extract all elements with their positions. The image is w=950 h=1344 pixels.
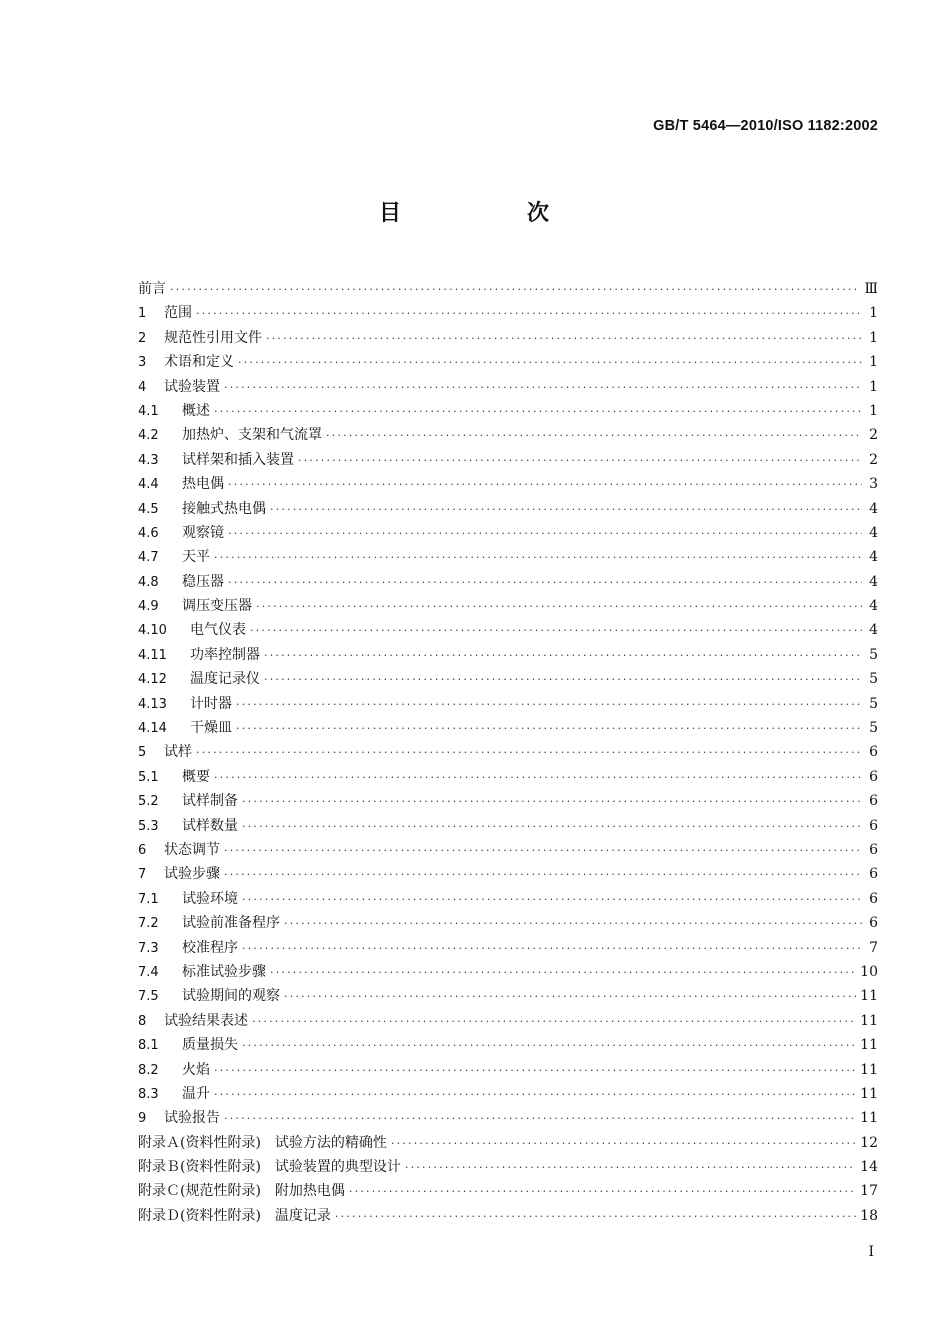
toc-entry-label: 稳压器 xyxy=(182,573,224,590)
toc-leader-dots xyxy=(196,302,862,326)
toc-entry-label: 附录Ａ(资料性附录) 试验方法的精确性 xyxy=(138,1134,387,1151)
toc-entry[interactable] xyxy=(138,1204,878,1228)
toc-entry-page: 11 xyxy=(860,988,878,1005)
toc-entry-page: 18 xyxy=(860,1207,878,1224)
toc-entry-page: 5 xyxy=(869,671,878,688)
toc-leader-dots xyxy=(224,376,862,400)
toc-entry[interactable] xyxy=(138,423,878,447)
toc-entry-number: 4.1 xyxy=(138,403,159,419)
toc-entry-number: 5.2 xyxy=(138,794,159,810)
toc-entry-page: 6 xyxy=(869,841,878,858)
toc-entry-page: 6 xyxy=(869,890,878,907)
toc-leader-dots xyxy=(214,766,862,790)
standard-code: GB/T 5464—2010/ISO 1182:2002 xyxy=(653,118,878,134)
toc-entry-page: 5 xyxy=(869,646,878,663)
toc-leader-dots xyxy=(405,1156,856,1180)
toc-entry[interactable] xyxy=(138,984,878,1008)
toc-entry-label: 试样制备 xyxy=(182,793,238,810)
toc-entry-label: 试样数量 xyxy=(182,817,238,834)
toc-leader-dots xyxy=(238,351,862,375)
toc-entry[interactable] xyxy=(138,911,878,935)
toc-entry[interactable] xyxy=(138,960,878,984)
toc-leader-dots xyxy=(170,278,860,302)
toc-leader-dots xyxy=(214,400,862,424)
toc-leader-dots xyxy=(242,888,862,912)
toc-entry-number: 3 xyxy=(138,355,147,371)
toc-leader-dots xyxy=(224,839,862,863)
toc-entry-page: 2 xyxy=(869,451,878,468)
toc-entry-number: 4 xyxy=(138,379,147,395)
toc-entry-label: 观察镜 xyxy=(182,524,224,541)
toc-entry[interactable] xyxy=(138,692,878,716)
toc-entry-page: 2 xyxy=(869,427,878,444)
toc-entry-label: 试验环境 xyxy=(182,890,238,907)
toc-entry-page: 6 xyxy=(869,768,878,785)
toc-entry-number: 5.3 xyxy=(138,818,159,834)
toc-entry-page: 1 xyxy=(869,402,878,419)
toc-entry-label: 调压变压器 xyxy=(182,598,252,615)
toc-entry[interactable] xyxy=(138,472,878,496)
toc-entry-number: 4.14 xyxy=(138,721,167,737)
toc-entry-page: 11 xyxy=(860,1061,878,1078)
toc-entry[interactable] xyxy=(138,1106,878,1130)
toc-entry[interactable] xyxy=(138,789,878,813)
toc-entry-label: 试验报告 xyxy=(164,1110,220,1127)
toc-leader-dots xyxy=(270,498,862,522)
toc-entry[interactable] xyxy=(138,1179,878,1203)
toc-entry-number: 4.8 xyxy=(138,574,159,590)
toc-entry-label: 温度记录仪 xyxy=(190,671,260,688)
toc-entry-label: 电气仪表 xyxy=(190,622,246,639)
toc-leader-dots xyxy=(214,546,862,570)
toc-entry-label: 天平 xyxy=(182,549,210,566)
toc-entry-label: 术语和定义 xyxy=(164,354,234,371)
toc-entry[interactable] xyxy=(138,350,878,374)
toc-entry-label: 试验期间的观察 xyxy=(182,988,280,1005)
toc-entry-number: 2 xyxy=(138,330,147,346)
toc-leader-dots xyxy=(298,449,862,473)
toc-entry-label: 计时器 xyxy=(190,695,232,712)
toc-entry[interactable] xyxy=(138,545,878,569)
toc-entry-page: 7 xyxy=(869,939,878,956)
toc-entry[interactable] xyxy=(138,936,878,960)
toc-entry[interactable] xyxy=(138,326,878,350)
toc-entry-label: 试样 xyxy=(164,744,192,761)
toc-leader-dots xyxy=(242,790,862,814)
toc-entry-label: 温升 xyxy=(182,1085,210,1102)
toc-leader-dots xyxy=(228,522,862,546)
toc-entry-label: 状态调节 xyxy=(164,841,220,858)
toc-entry[interactable] xyxy=(138,716,878,740)
toc-leader-dots xyxy=(326,424,862,448)
toc-entry-number: 1 xyxy=(138,306,147,322)
toc-leader-dots xyxy=(228,571,862,595)
toc-entry-page: 4 xyxy=(869,549,878,566)
toc-entry-page: 11 xyxy=(860,1085,878,1102)
toc-entry-label: 试验结果表述 xyxy=(164,1012,248,1029)
toc-entry[interactable] xyxy=(138,618,878,642)
toc-entry[interactable] xyxy=(138,497,878,521)
toc-leader-dots xyxy=(242,815,862,839)
toc-entry-number: 5.1 xyxy=(138,769,159,785)
toc-entry[interactable] xyxy=(138,1033,878,1057)
toc-entry[interactable] xyxy=(138,521,878,545)
toc-entry-number: 8.3 xyxy=(138,1086,159,1102)
toc-entry-number: 9 xyxy=(138,1111,147,1127)
toc-entry-label: 干燥皿 xyxy=(190,720,232,737)
toc-entry-label: 前言 xyxy=(138,281,166,297)
page-number: Ⅰ xyxy=(868,1244,874,1260)
toc-entry[interactable] xyxy=(138,862,878,886)
toc-entry-page: 1 xyxy=(869,354,878,371)
toc-entry-number: 4.12 xyxy=(138,672,167,688)
toc-entry-page: 6 xyxy=(869,744,878,761)
toc-leader-dots xyxy=(214,1059,856,1083)
toc-entry[interactable] xyxy=(138,667,878,691)
toc-entry-page: 6 xyxy=(869,866,878,883)
toc-entry-label: 校准程序 xyxy=(182,939,238,956)
toc-entry[interactable] xyxy=(138,375,878,399)
toc-entry-page: 11 xyxy=(860,1037,878,1054)
toc-leader-dots xyxy=(252,1010,856,1034)
toc-leader-dots xyxy=(391,1132,856,1156)
toc-entry-number: 8 xyxy=(138,1013,147,1029)
toc-leader-dots xyxy=(214,1083,856,1107)
toc-entry-number: 4.7 xyxy=(138,550,159,566)
toc-entry-page: 4 xyxy=(869,622,878,639)
toc-entry[interactable] xyxy=(138,1058,878,1082)
page-title: 目 次 xyxy=(378,200,601,226)
toc-entry-label: 试验前准备程序 xyxy=(182,915,280,932)
toc-entry-page: 12 xyxy=(860,1134,878,1151)
toc-leader-dots xyxy=(284,912,862,936)
toc-entry[interactable] xyxy=(138,740,878,764)
toc-leader-dots xyxy=(264,644,862,668)
toc-entry-number: 6 xyxy=(138,842,147,858)
toc-entry-page: 10 xyxy=(860,963,878,980)
toc-entry[interactable] xyxy=(138,1131,878,1155)
toc-entry[interactable] xyxy=(138,594,878,618)
toc-entry-label: 概述 xyxy=(182,402,210,419)
toc-entry-label: 附录Ｄ(资料性附录) 温度记录 xyxy=(138,1207,331,1224)
toc-entry-number: 4.13 xyxy=(138,696,167,712)
toc-entry-number: 7.5 xyxy=(138,989,159,1005)
toc-leader-dots xyxy=(284,985,856,1009)
toc-entry-label: 试验步骤 xyxy=(164,866,220,883)
toc-entry-label: 加热炉、支架和气流罩 xyxy=(182,427,322,444)
toc-entry[interactable] xyxy=(138,814,878,838)
toc-entry-page: 3 xyxy=(869,476,878,493)
toc-leader-dots xyxy=(266,327,862,351)
toc-leader-dots xyxy=(236,717,862,741)
toc-entry-number: 7.2 xyxy=(138,916,159,932)
toc-leader-dots xyxy=(349,1180,856,1204)
toc-entry-label: 范围 xyxy=(164,305,192,322)
toc-entry-number: 8.1 xyxy=(138,1038,159,1054)
toc-entry-label: 接触式热电偶 xyxy=(182,500,266,517)
toc-entry-page: 6 xyxy=(869,793,878,810)
toc-entry-page: 4 xyxy=(869,573,878,590)
toc-leader-dots xyxy=(335,1205,856,1229)
toc-entry-label: 规范性引用文件 xyxy=(164,329,262,346)
toc-entry-page: 11 xyxy=(860,1012,878,1029)
toc-entry-number: 4.11 xyxy=(138,647,167,663)
toc-entry-page: 6 xyxy=(869,915,878,932)
toc-entry-number: 8.2 xyxy=(138,1062,159,1078)
toc-entry-number: 4.10 xyxy=(138,623,167,639)
toc-leader-dots xyxy=(250,619,862,643)
toc-entry-label: 附录Ｃ(规范性附录) 附加热电偶 xyxy=(138,1183,345,1200)
toc-entry-number: 4.6 xyxy=(138,525,159,541)
toc-leader-dots xyxy=(264,668,862,692)
toc-entry[interactable] xyxy=(138,838,878,862)
toc-entry[interactable] xyxy=(138,1082,878,1106)
toc-entry[interactable] xyxy=(138,765,878,789)
toc-entry[interactable] xyxy=(138,277,878,301)
toc-entry-number: 4.9 xyxy=(138,599,159,615)
toc-entry-number: 7.3 xyxy=(138,940,159,956)
toc-entry-page: Ⅲ xyxy=(864,281,878,297)
toc-entry-label: 火焰 xyxy=(182,1061,210,1078)
toc-entry-number: 4.4 xyxy=(138,477,159,493)
toc-entry-label: 标准试验步骤 xyxy=(182,963,266,980)
toc-entry-number: 7.4 xyxy=(138,964,159,980)
toc-leader-dots xyxy=(270,961,856,985)
toc-leader-dots xyxy=(236,693,862,717)
toc-entry-page: 1 xyxy=(869,329,878,346)
table-of-contents xyxy=(138,277,878,1228)
toc-entry-label: 功率控制器 xyxy=(190,646,260,663)
toc-entry-page: 17 xyxy=(860,1183,878,1200)
toc-entry-page: 1 xyxy=(869,305,878,322)
toc-entry-number: 5 xyxy=(138,745,147,761)
toc-entry[interactable] xyxy=(138,570,878,594)
toc-entry-label: 质量损失 xyxy=(182,1037,238,1054)
toc-leader-dots xyxy=(242,1034,856,1058)
toc-entry[interactable] xyxy=(138,1009,878,1033)
toc-entry-label: 概要 xyxy=(182,768,210,785)
toc-entry-page: 5 xyxy=(869,695,878,712)
toc-entry-label: 试验装置 xyxy=(164,378,220,395)
toc-entry[interactable] xyxy=(138,1155,878,1179)
toc-entry-label: 试样架和插入装置 xyxy=(182,451,294,468)
toc-entry-page: 14 xyxy=(860,1159,878,1176)
toc-entry-label: 热电偶 xyxy=(182,476,224,493)
toc-entry-page: 11 xyxy=(860,1110,878,1127)
toc-leader-dots xyxy=(196,741,862,765)
toc-entry[interactable] xyxy=(138,643,878,667)
toc-entry-page: 1 xyxy=(869,378,878,395)
toc-entry-page: 4 xyxy=(869,598,878,615)
toc-entry-number: 7.1 xyxy=(138,891,159,907)
toc-entry[interactable] xyxy=(138,887,878,911)
toc-entry-number: 7 xyxy=(138,867,147,883)
toc-leader-dots xyxy=(256,595,862,619)
toc-leader-dots xyxy=(224,863,862,887)
toc-entry-page: 6 xyxy=(869,817,878,834)
toc-entry[interactable] xyxy=(138,399,878,423)
toc-entry-number: 4.2 xyxy=(138,428,159,444)
toc-entry[interactable] xyxy=(138,448,878,472)
toc-leader-dots xyxy=(242,937,862,961)
toc-entry-page: 4 xyxy=(869,500,878,517)
toc-leader-dots xyxy=(228,473,862,497)
toc-entry[interactable] xyxy=(138,301,878,325)
toc-leader-dots xyxy=(224,1107,856,1131)
toc-entry-page: 4 xyxy=(869,524,878,541)
toc-entry-page: 5 xyxy=(869,720,878,737)
toc-entry-number: 4.3 xyxy=(138,452,159,468)
toc-entry-number: 4.5 xyxy=(138,501,159,517)
toc-entry-label: 附录Ｂ(资料性附录) 试验装置的典型设计 xyxy=(138,1159,401,1176)
